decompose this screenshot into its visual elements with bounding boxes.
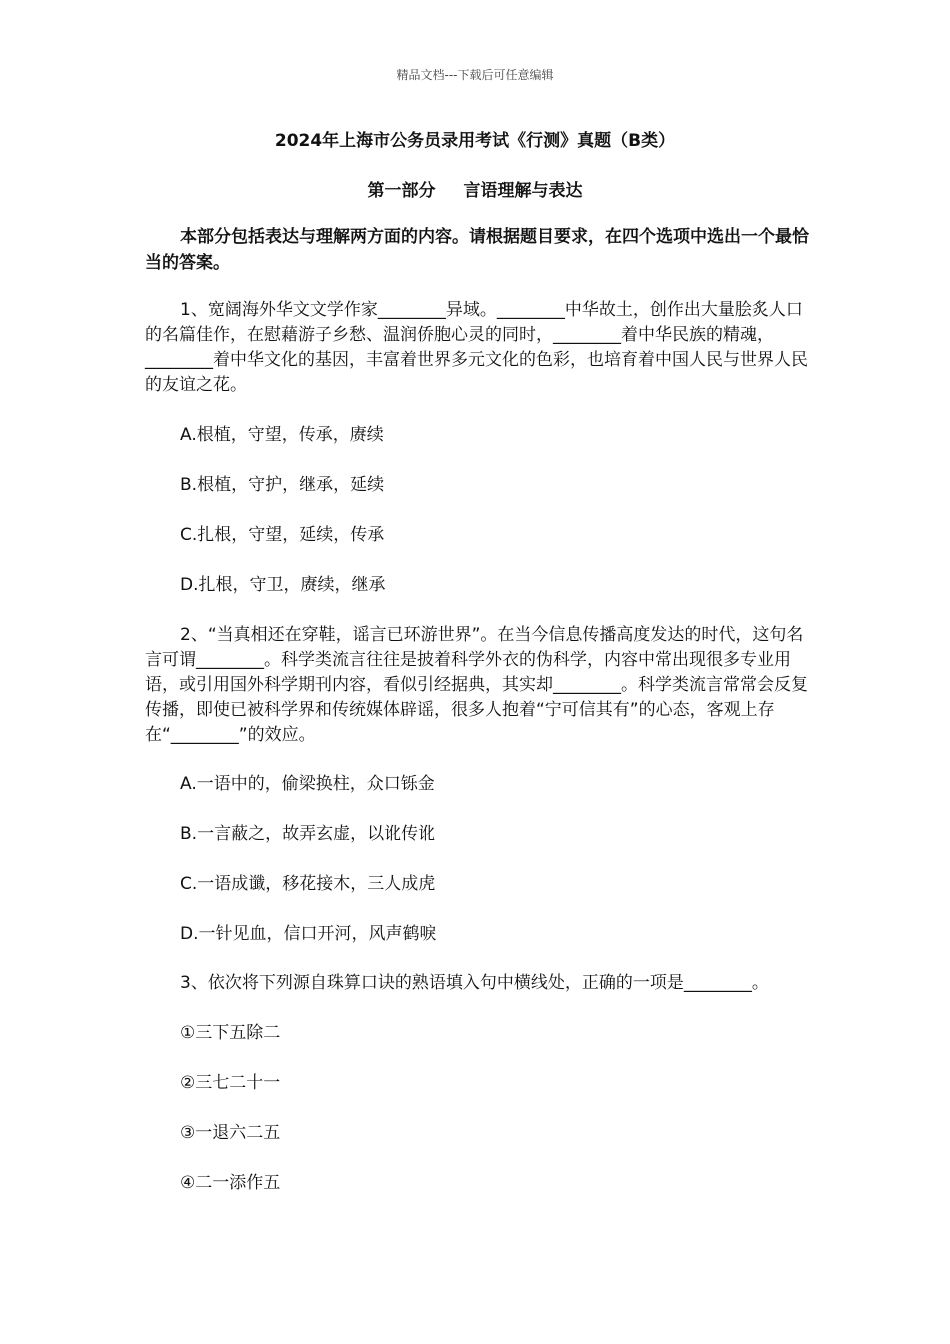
question-1-option-b: B.根植，守护，继承，延续 bbox=[180, 475, 385, 495]
question-3-stem: 3、依次将下列源自珠算口诀的熟语填入句中横线处，正确的一项是________。 bbox=[180, 973, 769, 993]
question-2-option-a: A.一语中的，偷梁换柱，众口铄金 bbox=[180, 774, 435, 794]
section-intro: 本部分包括表达与理解两方面的内容。请根据题目要求，在四个选项中选出一个最恰当的答案。 bbox=[145, 227, 809, 273]
section-name: 言语理解与表达 bbox=[463, 181, 583, 201]
question-2-stem: 2、“当真相还在穿鞋，谣言已环游世界”。在当今信息传播高度发达的时代，这句名言可谓________。科学类流言往往是披着科学外衣的伪科学，内容中常出现很多专业用语，或引用国外科学期刊内容，看似引经据典，其实却________。科学类流言常常会反复传播，即使已被科学界和传统媒体辟谣，很多人抱着“宁可信其有”的心态，客观上存在“________”的效应。 bbox=[145, 625, 808, 745]
question-2-option-d: D.一针见血，信口开河，风声鹤唳 bbox=[180, 924, 437, 944]
question-3-item-1: ①三下五除二 bbox=[180, 1023, 281, 1043]
question-3-item-2: ②三七二十一 bbox=[180, 1073, 281, 1093]
document-title: 2024年上海市公务员录用考试《行测》真题（B类） bbox=[274, 131, 676, 151]
question-1-option-d: D.扎根，守卫，赓续，继承 bbox=[180, 575, 386, 595]
question-1-stem: 1、宽阔海外华文文学作家________异域。________中华故土，创作出大量脍炙人口的名篇佳作，在慰藉游子乡愁、温润侨胞心灵的同时，________着中华民族的精魂，________着中华文化的基因，丰富着世界多元文化的色彩，也培育着中国人民与世界人民的友谊之花。 bbox=[145, 300, 808, 395]
question-1-option-c: C.扎根，守望，延续，传承 bbox=[180, 525, 385, 545]
question-2-option-b: B.一言蔽之，故弄玄虚，以讹传讹 bbox=[180, 824, 436, 844]
section-part: 第一部分 bbox=[367, 181, 436, 201]
page-header: 精品文档---下载后可任意编辑 bbox=[396, 68, 554, 82]
question-3-item-3: ③一退六二五 bbox=[180, 1123, 281, 1143]
question-3-item-4: ④二一添作五 bbox=[180, 1173, 281, 1193]
question-1-option-a: A.根植，守望，传承，赓续 bbox=[180, 425, 384, 445]
section-title bbox=[0, 176, 950, 201]
question-2-option-c: C.一语成谶，移花接木，三人成虎 bbox=[180, 874, 436, 894]
